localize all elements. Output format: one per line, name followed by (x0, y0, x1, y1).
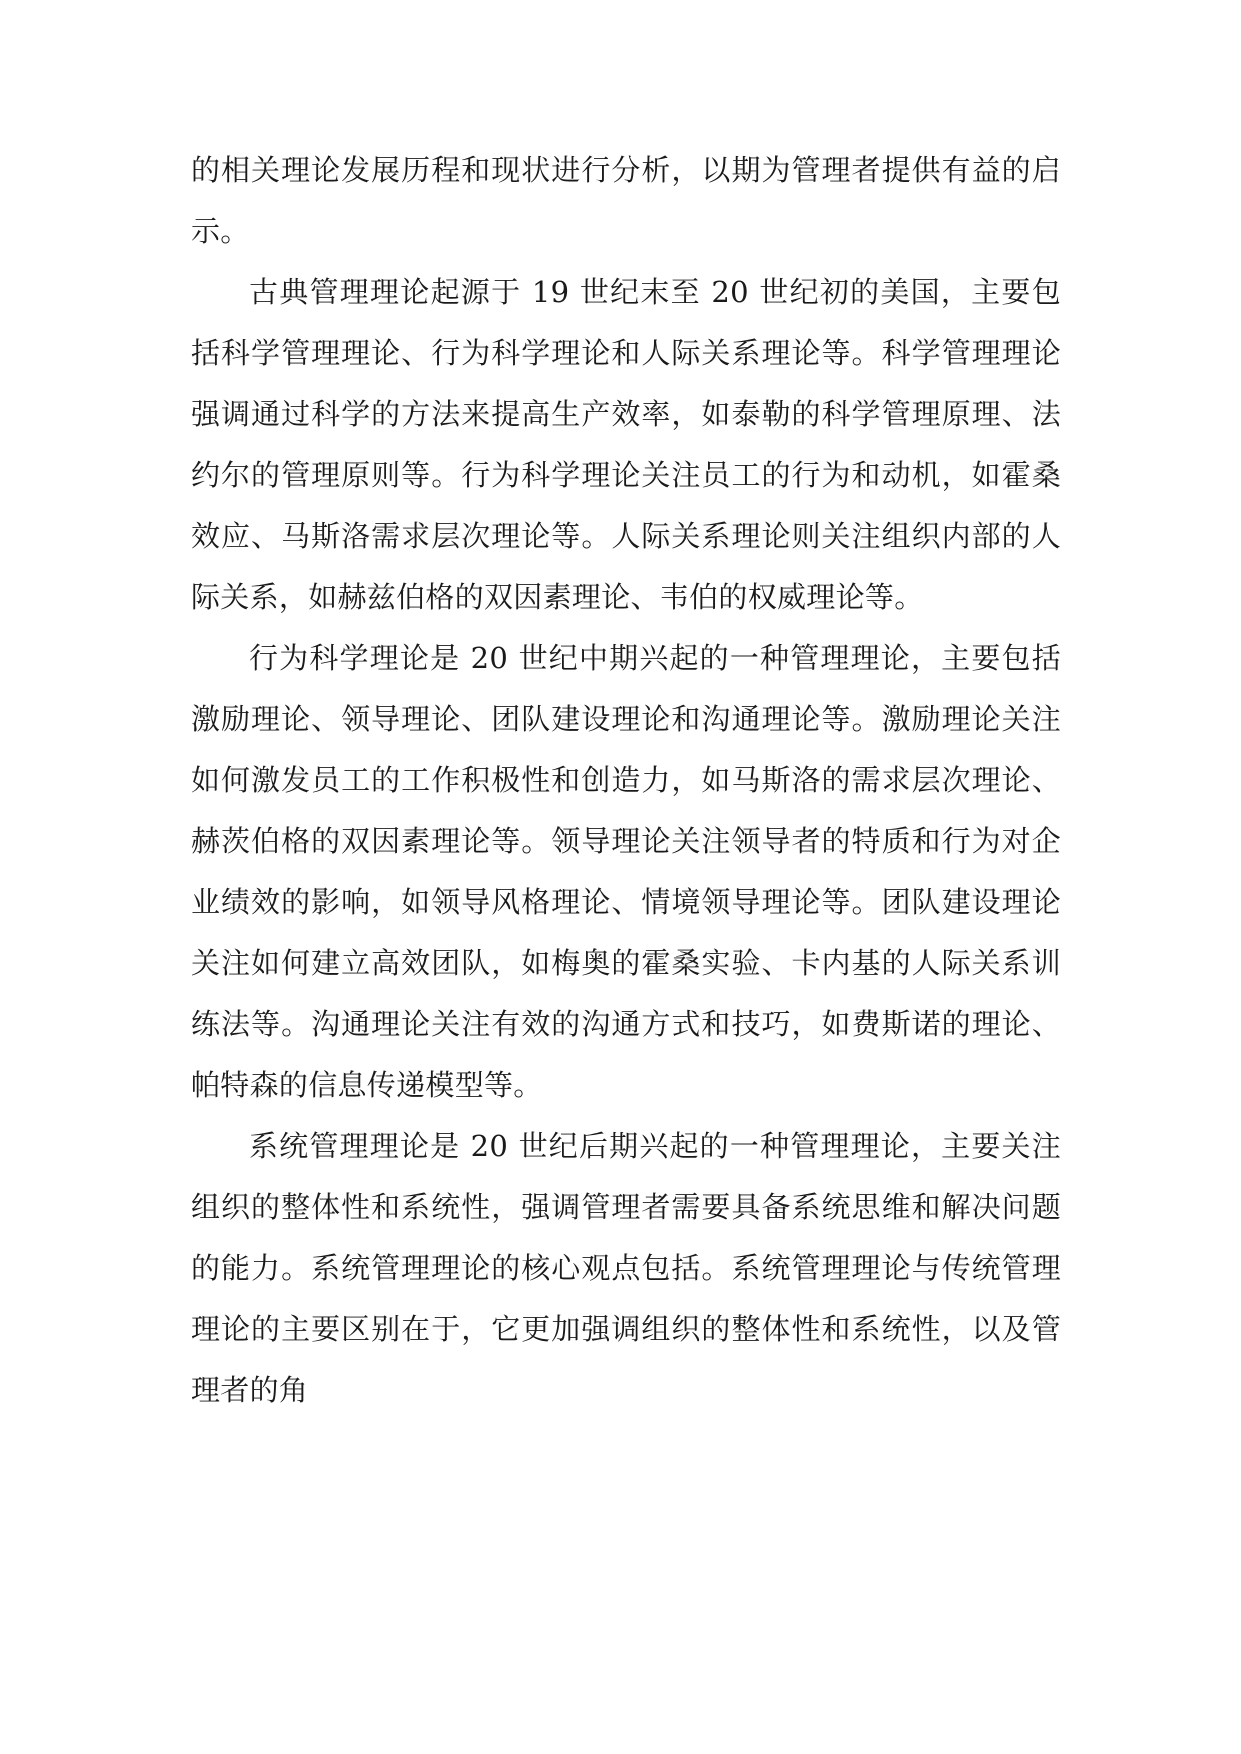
paragraph-systems-management: 系统管理理论是 20 世纪后期兴起的一种管理理论，主要关注组织的整体性和系统性，强调管理者需要具备系统思维和解决问题的能力。系统管理理论的核心观点包括。系统管理理论与传统管理理论的主要区别在于，它更加强调组织的整体性和系统性，以及管理者的角 (191, 1129, 1061, 1407)
paragraph-intro-continuation: 的相关理论发展历程和现状进行分析，以期为管理者提供有益的启示。 (191, 153, 1061, 248)
paragraph-behavioral-science: 行为科学理论是 20 世纪中期兴起的一种管理理论，主要包括激励理论、领导理论、团队建设理论和沟通理论等。激励理论关注如何激发员工的工作积极性和创造力，如马斯洛的需求层次理论、赫茨伯格的双因素理论等。领导理论关注领导者的特质和行为对企业绩效的影响，如领导风格理论、情境领导理论等。团队建设理论关注如何建立高效团队，如梅奥的霍桑实验、卡内基的人际关系训练法等。沟通理论关注有效的沟通方式和技巧，如费斯诺的理论、帕特森的信息传递模型等。 (191, 641, 1061, 1102)
document-page (191, 140, 1061, 1421)
paragraph-classical-management: 古典管理理论起源于 19 世纪末至 20 世纪初的美国，主要包括科学管理理论、行为科学理论和人际关系理论等。科学管理理论强调通过科学的方法来提高生产效率，如泰勒的科学管理原理、法约尔的管理原则等。行为科学理论关注员工的行为和动机，如霍桑效应、马斯洛需求层次理论等。人际关系理论则关注组织内部的人际关系，如赫兹伯格的双因素理论、韦伯的权威理论等。 (191, 275, 1061, 614)
